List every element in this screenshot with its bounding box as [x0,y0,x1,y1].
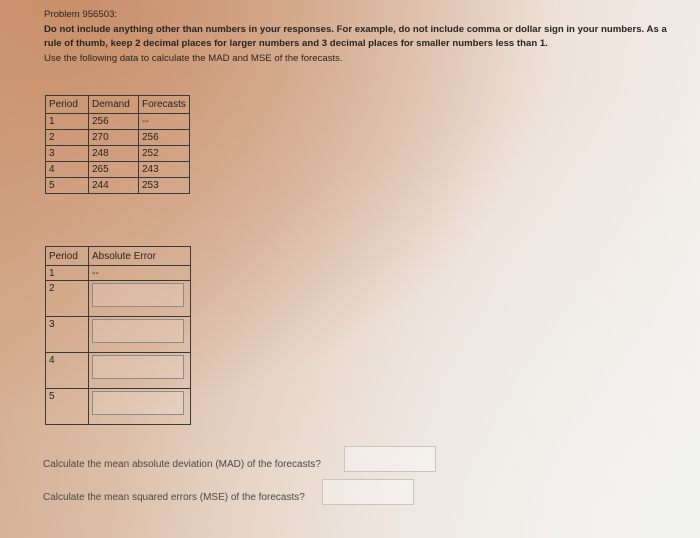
table-header-row [46,247,191,266]
cell-period: 1 [46,266,89,281]
mad-answer-input[interactable] [344,446,436,472]
cell-period: 2 [46,130,89,146]
header-period: Period [46,247,89,266]
cell-forecast: 253 [139,178,190,194]
header-period: Period [46,96,89,114]
problem-statement [44,8,694,66]
table-row [46,317,191,353]
instruction-line-2: rule of thumb, keep 2 decimal places for larger numbers and 3 decimal places for smaller numbers less than 1. [44,38,548,49]
cell-forecast: 243 [139,162,190,178]
table-row [46,266,191,281]
instruction-line-1: Do not include anything other than numbers in your responses. For example, do not include comma or dollar sign in your numbers. As a [44,23,667,35]
mse-answer-input[interactable] [322,479,414,505]
cell-period: 1 [46,114,89,130]
cell-absolute-error [89,281,191,317]
cell-absolute-error: -- [89,266,191,281]
cell-absolute-error [89,353,191,389]
header-absolute-error: Absolute Error [89,247,191,266]
cell-absolute-error [89,389,191,425]
instruction-line-3: Use the following data to calculate the MAD and MSE of the forecasts. [44,52,343,64]
header-demand: Demand [89,96,139,114]
cell-demand: 256 [89,114,139,130]
cell-demand: 270 [89,130,139,146]
absolute-error-input-period-2[interactable] [92,283,184,307]
mad-question: Calculate the mean absolute deviation (MAD) of the forecasts? [43,459,321,470]
absolute-error-input-period-4[interactable] [92,355,184,379]
absolute-error-input-period-3[interactable] [92,319,184,343]
table-row [46,353,191,389]
table-row [46,146,190,162]
cell-absolute-error [89,317,191,353]
cell-demand: 265 [89,162,139,178]
absolute-error-input-period-5[interactable] [92,391,184,415]
table-row [46,178,190,194]
problem-title: Problem 956503: [44,9,118,20]
cell-forecast: 252 [139,146,190,162]
cell-period: 2 [46,281,89,317]
table-row [46,130,190,146]
cell-forecast: 256 [139,130,190,146]
cell-forecast: -- [139,114,190,130]
table-row [46,389,191,425]
cell-period: 3 [46,317,89,353]
cell-period: 3 [46,146,89,162]
table-header-row [46,96,190,114]
mse-question: Calculate the mean squared errors (MSE) of the forecasts? [43,492,305,503]
demand-forecast-table [45,95,190,194]
table-row [46,162,190,178]
table-row [46,281,191,317]
cell-period: 5 [46,389,89,425]
absolute-error-table [45,246,191,425]
cell-demand: 244 [89,178,139,194]
cell-period: 4 [46,353,89,389]
table-row [46,114,190,130]
cell-period: 5 [46,178,89,194]
cell-demand: 248 [89,146,139,162]
header-forecasts: Forecasts [139,96,190,114]
cell-period: 4 [46,162,89,178]
